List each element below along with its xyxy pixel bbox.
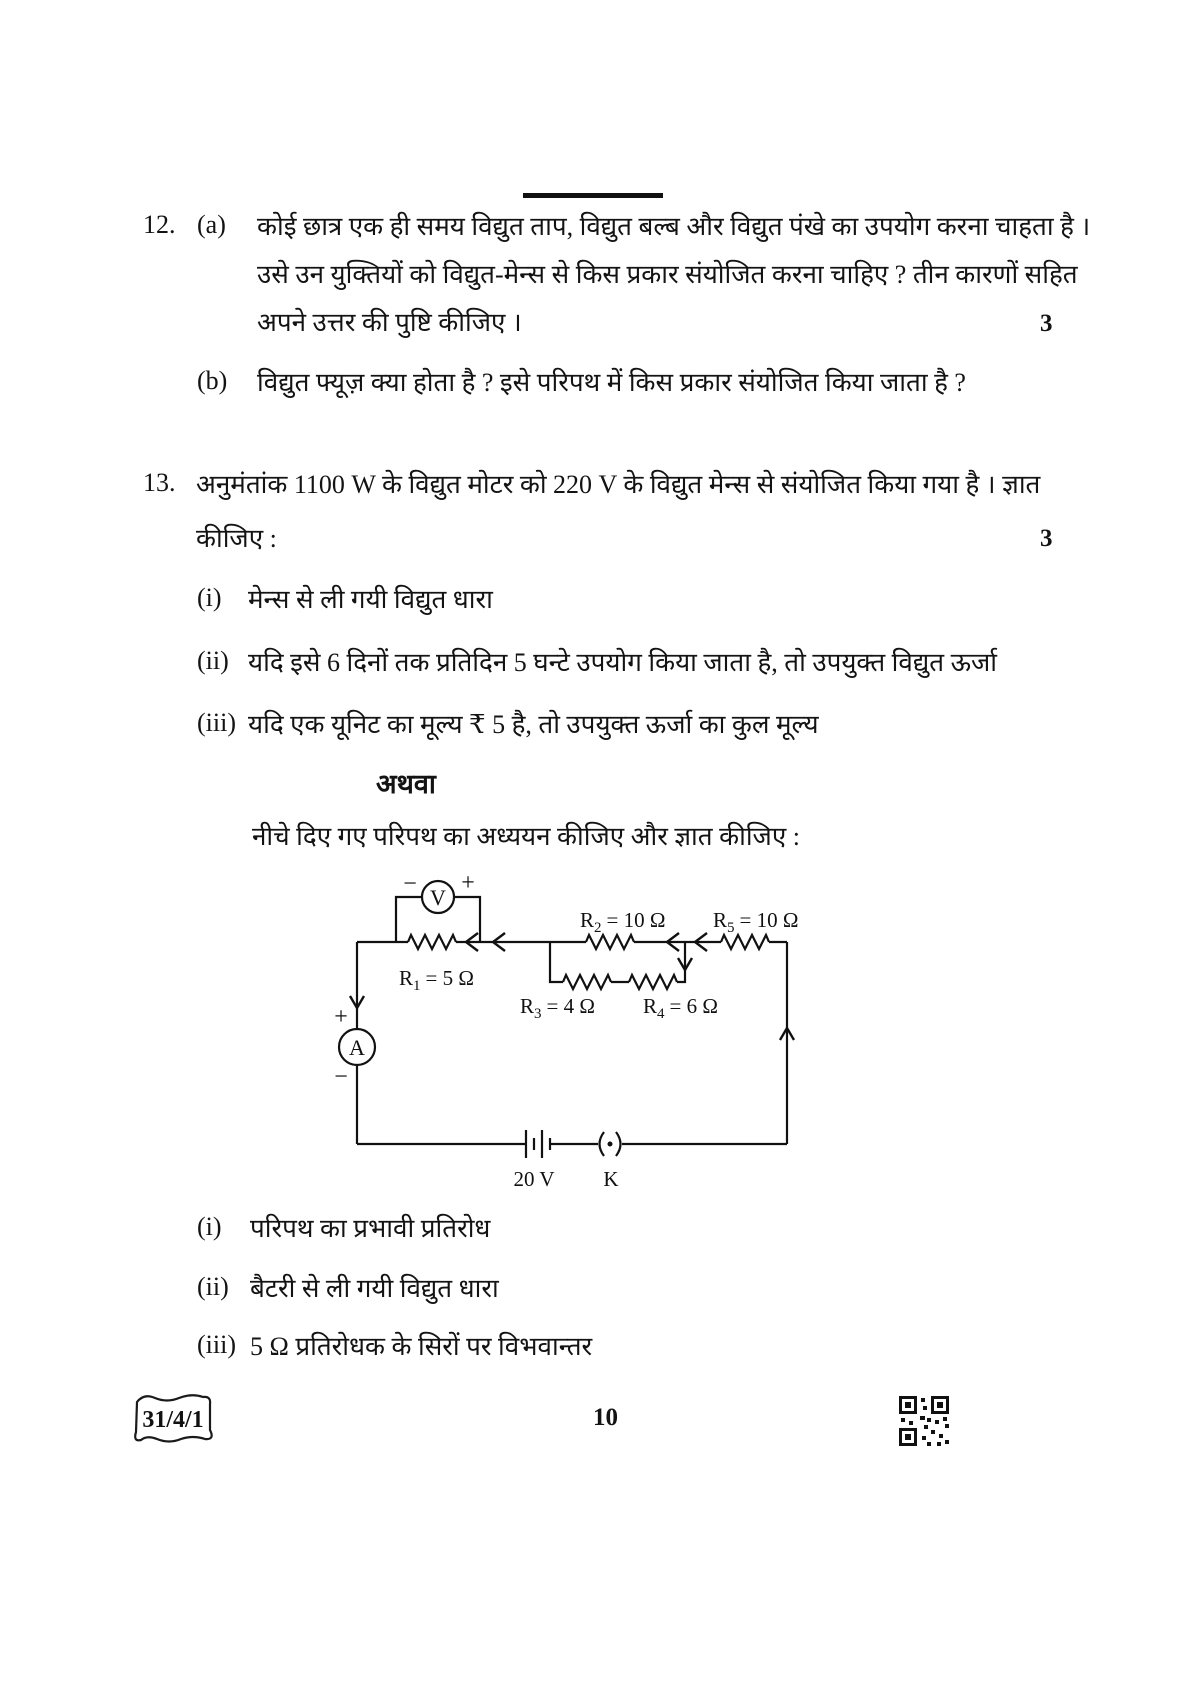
q13-alt-item-iii-label: (iii) <box>197 1330 236 1359</box>
ammeter-minus-sign: − <box>334 1064 348 1090</box>
resistor-label-r2: $R_2 = 10$ Ω <box>580 908 666 936</box>
q13-item-iii-label: (iii) <box>197 708 236 737</box>
q12a-line-2: उसे उन युक्तियों को विद्युत-मेन्स से किस प्रकार संयोजित करना चाहिए ? तीन कारणों सहित <box>257 260 1078 289</box>
battery-cells <box>526 1130 550 1158</box>
qr-code <box>897 1394 951 1448</box>
q13-line-2: कीजिए : <box>196 524 277 553</box>
q12-marks: 3 <box>1040 310 1053 337</box>
parallel-branch-wire <box>550 942 685 982</box>
q12-part-a-label: (a) <box>197 210 226 239</box>
q13-marks: 3 <box>1040 525 1053 552</box>
resistor-r3 <box>563 975 611 989</box>
q13-item-ii-label: (ii) <box>197 646 229 675</box>
resistor-r2 <box>586 935 634 949</box>
voltmeter-symbol: V <box>430 885 446 910</box>
q13-alt-item-ii-label: (ii) <box>197 1272 229 1301</box>
q12b-line-1: विद्युत फ्यूज़ क्या होता है ? इसे परिपथ में किस प्रकार संयोजित किया जाता है ? <box>257 368 966 397</box>
section-divider-line <box>523 193 663 198</box>
q12a-line-3: अपने उत्तर की पुष्टि कीजिए । <box>257 308 522 337</box>
q12-part-b-label: (b) <box>197 366 228 395</box>
q13-alt-intro: नीचे दिए गए परिपथ का अध्ययन कीजिए और ज्ञात कीजिए : <box>252 822 800 851</box>
resistor-label-r3: $R_3 = 4$ Ω <box>520 994 595 1022</box>
key-dot <box>608 1142 613 1147</box>
page-number: 10 <box>593 1404 618 1431</box>
key-label: K <box>603 1167 619 1191</box>
q13-line-1: अनुमंतांक 1100 W के विद्युत मोटर को 220 V के विद्युत मेन्स से संयोजित किया गया है । ज्ञात <box>196 470 1041 499</box>
resistor-label-r5: $R_5 = 10$ Ω <box>713 908 799 936</box>
q13-alt-item-ii-text: बैटरी से ली गयी विद्युत धारा <box>250 1274 499 1303</box>
or-label: अथवा <box>376 769 436 799</box>
ammeter-symbol: A <box>349 1035 365 1060</box>
q13-item-iii-text: यदि एक यूनिट का मूल्य ₹ 5 है, तो उपयुक्त ऊर्जा का कुल मूल्य <box>248 710 819 739</box>
voltmeter-minus-sign: − <box>403 871 417 897</box>
q13-item-i-label: (i) <box>197 583 222 612</box>
question-13-number: 13. <box>143 468 176 497</box>
battery-label: 20 V <box>513 1167 555 1191</box>
ammeter-plus-sign: + <box>334 1004 348 1030</box>
resistor-r4 <box>629 975 677 989</box>
q13-alt-item-i-text: परिपथ का प्रभावी प्रतिरोध <box>250 1214 491 1243</box>
paper-code: 31/4/1 <box>142 1407 204 1433</box>
resistor-r5 <box>721 935 769 949</box>
q13-item-i-text: मेन्स से ली गयी विद्युत धारा <box>248 585 493 614</box>
q13-alt-item-iii-text: 5 Ω प्रतिरोधक के सिरों पर विभवान्तर <box>250 1332 593 1361</box>
q13-item-ii-text: यदि इसे 6 दिनों तक प्रतिदिन 5 घन्टे उपयोग किया जाता है, तो उपयुक्त विद्युत ऊर्जा <box>248 648 998 677</box>
resistor-r1 <box>408 935 456 949</box>
paper-code-flag <box>128 1390 220 1448</box>
resistor-label-r1: $R_1 = 5$ Ω <box>399 966 474 994</box>
q13-alt-item-i-label: (i) <box>197 1212 222 1241</box>
question-12-number: 12. <box>143 210 176 239</box>
voltmeter-plus-sign: + <box>461 870 475 896</box>
circuit-diagram <box>330 855 810 1200</box>
resistor-label-r4: $R_4 = 6$ Ω <box>643 994 718 1022</box>
q12a-line-1: कोई छात्र एक ही समय विद्युत ताप, विद्युत बल्ब और विद्युत पंखे का उपयोग करना चाहता है । <box>257 212 1091 241</box>
